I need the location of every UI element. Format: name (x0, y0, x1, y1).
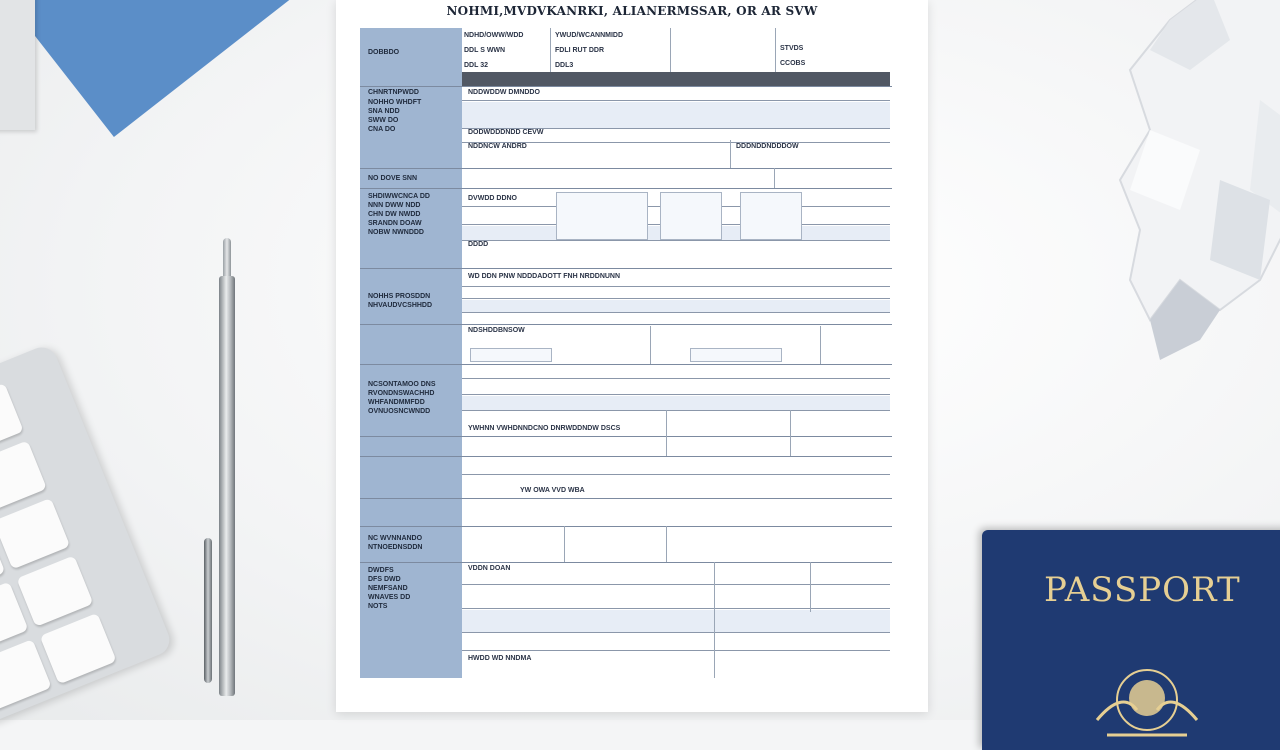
divider (775, 28, 776, 72)
field-label: NDSHDDBNSOW (468, 327, 525, 334)
section-label: NO DOVE SNN (368, 175, 418, 182)
section-divider (360, 86, 892, 87)
blue-folder (0, 0, 295, 137)
field-label: YWHNN VWHDNNDCNO DNRWDDNDW DSCS (468, 425, 621, 432)
divider (670, 28, 671, 72)
divider (666, 526, 667, 562)
row-line (462, 298, 890, 299)
divider (730, 140, 731, 168)
keyboard-key (16, 555, 93, 626)
pen-tip (223, 238, 231, 278)
field-box (690, 348, 782, 362)
row-line (462, 584, 890, 585)
section-divider (360, 498, 892, 499)
paper-sheet (0, 0, 35, 130)
keyboard-key (0, 498, 70, 569)
section-label: DOBBDO (368, 49, 400, 56)
row-line (462, 378, 890, 379)
section-header-bar (462, 72, 890, 86)
pen (216, 238, 238, 698)
field-box (470, 348, 552, 362)
pen-clip (204, 538, 212, 683)
section-divider (360, 324, 892, 325)
field-label: VDDN DOAN (468, 565, 511, 572)
row-line (462, 100, 890, 101)
header-cell: NDHD/OWW/WDD (464, 32, 524, 39)
row-line (462, 474, 890, 475)
section-label: CHNRTNPWDD (368, 89, 419, 96)
field-label: WD DDN PNW NDDDADOTT FNH NRDDNUNN (468, 273, 621, 280)
keyboard-key (40, 613, 117, 684)
section-divider (360, 268, 892, 269)
section-label: NOHHS PROSDDN NHVAUDVCSHHDD (368, 293, 433, 309)
field-label: HWDD WD NNDMA (468, 655, 532, 662)
divider (790, 410, 791, 456)
section-label: NC WVNNANDO NTNOEDNSDDN (368, 535, 423, 551)
row-line (462, 608, 890, 609)
passport-title: PASSPORT (1044, 570, 1241, 610)
header-cell: STVDS (780, 45, 804, 52)
section-label: SHDIWWCNCA DD NNN DWW NDD CHN DW NWDD SRANDN DOAW NOBW NWNDDD (368, 193, 430, 236)
field-label: DDDD (468, 241, 489, 248)
header-cell: DDL S WWN (464, 47, 506, 54)
pen-body (219, 276, 235, 696)
divider (810, 562, 811, 612)
row-line (462, 286, 890, 287)
header-cell: DDL3 (555, 62, 574, 69)
visa-application-form (336, 0, 928, 712)
input-area (462, 102, 890, 128)
row-line (462, 410, 890, 411)
header-cell: FDLI RUT DDR (555, 47, 604, 54)
section-label: DWDFS DFS DWD NEMFSAND WNAVES DD NOTS (368, 567, 411, 610)
row-line (462, 394, 890, 395)
form-title: NOHMI,MVDVKANRKI, ALIANERMSSAR, OR AR SVW (446, 4, 818, 18)
divider (550, 28, 551, 72)
field-label: DVWDD DDNO (468, 195, 517, 202)
row-line (462, 650, 890, 651)
section-divider (360, 168, 892, 169)
divider (774, 168, 775, 188)
section-divider (360, 526, 892, 527)
input-area (462, 300, 890, 312)
eagle-seal-icon (1077, 650, 1217, 750)
section-divider (360, 188, 892, 189)
divider (666, 410, 667, 456)
passport (982, 530, 1280, 750)
row-line (462, 240, 890, 241)
section-divider (360, 364, 892, 365)
field-label: NDDWDDW DMNDDO (468, 89, 540, 96)
row-line (462, 632, 890, 633)
field-box (660, 192, 722, 240)
field-box (740, 192, 802, 240)
crumpled-paper (1060, 0, 1280, 380)
form-grid (360, 28, 892, 680)
field-label: YW OWA VVD WBA (520, 487, 585, 494)
section-divider (360, 456, 892, 457)
field-label: NDDNCW ANDRD (468, 143, 527, 150)
input-area (462, 610, 890, 632)
section-label: NOHHO WHDFT SNA NDD SWW DO CNA DO (368, 99, 422, 133)
header-cell: CCOBS (780, 60, 806, 67)
field-box (556, 192, 648, 240)
header-cell: YWUD/WCANNMIDD (555, 32, 624, 39)
field-label: DODWDDDNDD CEVW (468, 129, 544, 136)
divider (714, 562, 715, 678)
section-divider (360, 436, 892, 437)
divider (650, 326, 651, 364)
keyboard-key (0, 639, 52, 710)
divider (820, 326, 821, 364)
section-divider (360, 562, 892, 563)
keyboard (0, 343, 174, 728)
header-cell: DDL 32 (464, 62, 488, 69)
input-area (462, 396, 890, 410)
row-line (462, 312, 890, 313)
section-label: NCSONTAMOO DNS RVONDNSWACHHD WHFANDMMFDD OVNUOSNCWNDD (368, 381, 436, 415)
divider (564, 526, 565, 562)
field-label: DDDNDDNDDDOW (736, 143, 799, 150)
